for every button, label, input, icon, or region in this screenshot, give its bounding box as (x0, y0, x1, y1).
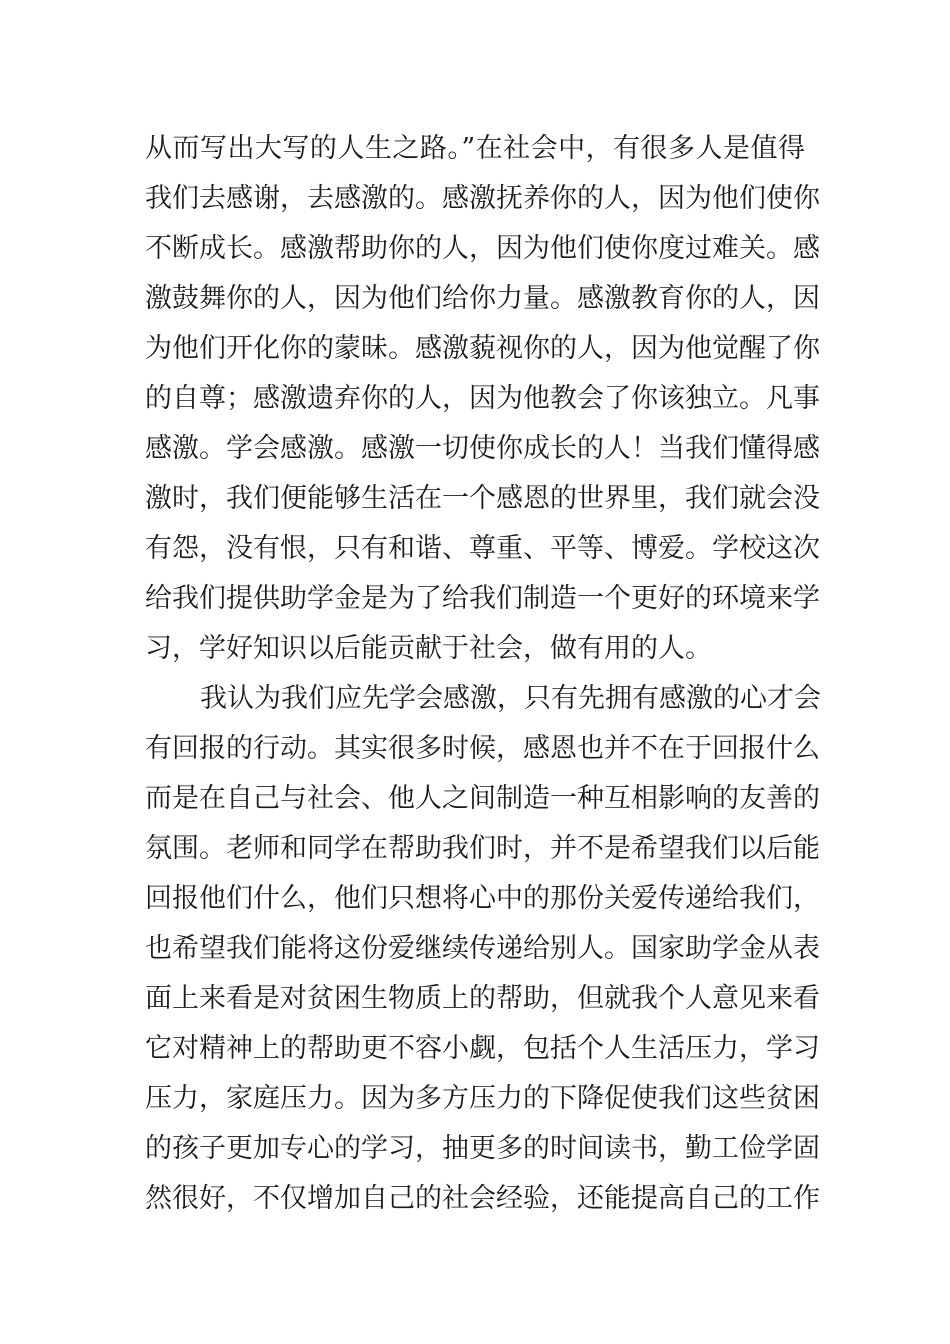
text-line: 有怨，没有恨，只有和谐、尊重、平等、博爱。学校这次 (145, 533, 820, 564)
text-line: 而是在自己与社会、他人之间制造一种互相影响的友善的 (145, 783, 820, 814)
text-line: 激时，我们便能够生活在一个感恩的世界里，我们就会没 (145, 483, 820, 514)
text-line: 感激。学会感激。感激一切使你成长的人！当我们懂得感 (145, 433, 820, 464)
paragraph-start-line: 我认为我们应先学会感激，只有先拥有感激的心才会 (200, 683, 821, 714)
text-line: 有回报的行动。其实很多时候，感恩也并不在于回报什么 (145, 733, 820, 764)
text-line: 给我们提供助学金是为了给我们制造一个更好的环境来学 (145, 583, 820, 614)
text-line: 激鼓舞你的人，因为他们给你力量。感激教育你的人，因 (145, 283, 820, 314)
text-line: 也希望我们能将这份爱继续传递给别人。国家助学金从表 (145, 933, 820, 964)
text-line: 然很好，不仅增加自己的社会经验，还能提高自己的工作 (145, 1183, 820, 1214)
text-line: 压力，家庭压力。因为多方压力的下降促使我们这些贫困 (145, 1083, 820, 1114)
text-line: 从而写出大写的人生之路。”在社会中，有很多人是值得 (145, 133, 805, 164)
text-line: 的孩子更加专心的学习，抽更多的时间读书，勤工俭学固 (145, 1133, 820, 1164)
text-line: 它对精神上的帮助更不容小觑，包括个人生活压力，学习 (145, 1033, 820, 1064)
text-line: 面上来看是对贫困生物质上的帮助，但就我个人意见来看 (145, 983, 820, 1014)
paragraph-end-line: 习，学好知识以后能贡献于社会，做有用的人。 (145, 633, 712, 664)
text-line: 为他们开化你的蒙昧。感激藐视你的人，因为他觉醒了你 (145, 333, 820, 364)
text-line: 回报他们什么，他们只想将心中的那份关爱传递给我们， (145, 883, 820, 914)
text-line: 不断成长。感激帮助你的人，因为他们使你度过难关。感 (145, 233, 820, 264)
text-line: 氛围。老师和同学在帮助我们时，并不是希望我们以后能 (145, 833, 820, 864)
text-line: 我们去感谢，去感激的。感激抚养你的人，因为他们使你 (145, 183, 820, 214)
text-line: 的自尊；感激遗弃你的人，因为他教会了你该独立。凡事 (145, 383, 820, 414)
